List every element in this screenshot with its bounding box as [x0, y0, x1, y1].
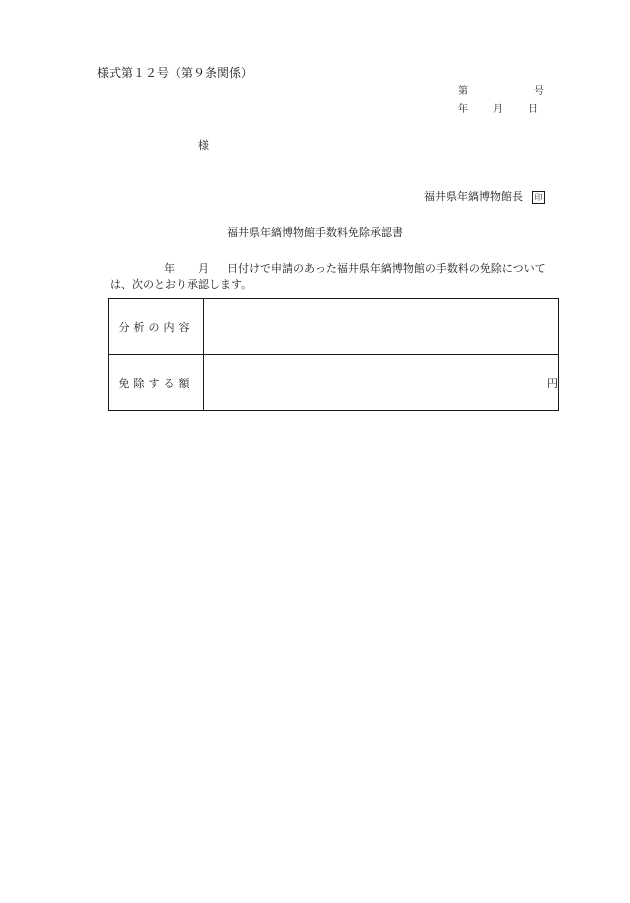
- approval-table: [108, 298, 559, 411]
- date-day: 日: [528, 104, 538, 115]
- body-text-1: 日付けで申請のあった福井県年縞博物館の手数料の免除について: [227, 262, 546, 275]
- document-number-line: [458, 82, 544, 97]
- date-year: 年: [458, 104, 468, 115]
- row-label-exempt-amount: 免除する額: [109, 355, 204, 411]
- row-label-analysis: 分析の内容: [109, 299, 204, 355]
- body-month: 月: [198, 262, 209, 275]
- body-line-1: [164, 260, 546, 276]
- number-suffix: 号: [534, 86, 544, 97]
- number-prefix: 第: [458, 86, 468, 97]
- table-row: [109, 355, 559, 411]
- date-month: 月: [493, 104, 503, 115]
- body-year: 年: [164, 262, 175, 275]
- body-line-2: は、次のとおり承認します。: [110, 278, 253, 291]
- row-value-analysis: [204, 299, 559, 355]
- issuer-name: 福井県年縞博物館長: [424, 190, 523, 203]
- seal-stamp: 印: [532, 191, 545, 204]
- document-title: 福井県年縞博物館手数料免除承認書: [227, 226, 403, 239]
- issuer: [424, 188, 545, 204]
- row-value-exempt-amount: 円: [204, 355, 559, 411]
- table-row: [109, 299, 559, 355]
- form-number: 様式第１２号（第９条関係）: [97, 66, 254, 80]
- addressee-honorific: 様: [198, 139, 209, 152]
- date-line: [458, 100, 538, 115]
